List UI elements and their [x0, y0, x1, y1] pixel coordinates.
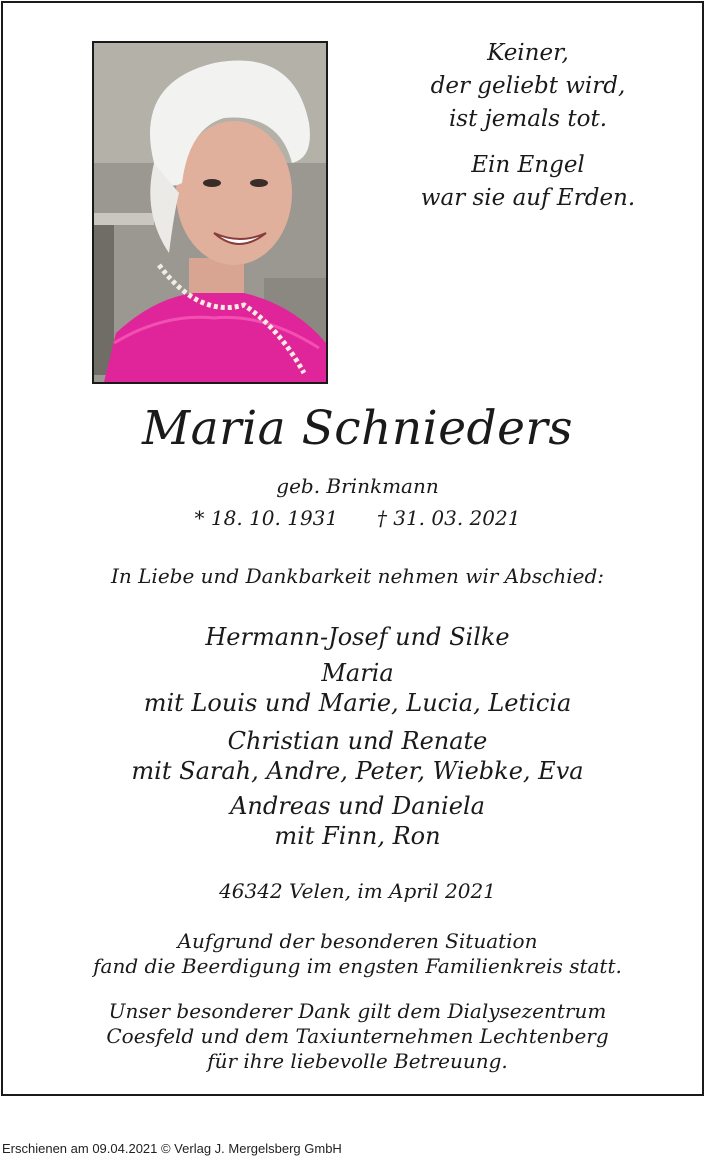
- quote-line: der geliebt wird,: [430, 73, 626, 99]
- quote-verse-1: [383, 37, 673, 136]
- quote-line: war sie auf Erden.: [420, 185, 636, 211]
- farewell-text: In Liebe und Dankbarkeit nehmen wir Abschied:: [111, 564, 604, 588]
- notice-line: Aufgrund der besonderen Situation: [177, 929, 538, 953]
- deceased-name: Maria Schnieders: [142, 401, 573, 456]
- family-group: [3, 658, 709, 718]
- family-group: [3, 791, 709, 851]
- quote-line: Ein Engel: [471, 152, 585, 178]
- publication-footer: Erschienen am 09.04.2021 © Verlag J. Mergelsberg GmbH: [2, 1141, 342, 1156]
- quote-line: Keiner,: [487, 40, 569, 66]
- death-date: † 31. 03. 2021: [376, 506, 521, 530]
- family-group: [3, 726, 709, 786]
- obituary-frame: [1, 1, 704, 1096]
- family-line: Hermann-Josef und Silke: [205, 623, 510, 651]
- family-line: mit Louis und Marie, Lucia, Leticia: [143, 689, 572, 717]
- funeral-notice: [3, 929, 709, 979]
- family-line: mit Finn, Ron: [274, 822, 441, 850]
- maiden-name: geb. Brinkmann: [276, 474, 439, 498]
- family-line: Maria: [321, 659, 394, 687]
- quote-verse-2: [383, 149, 673, 215]
- thanks-line: für ihre liebevolle Betreuung.: [207, 1049, 508, 1073]
- family-line: Christian und Renate: [227, 727, 488, 755]
- quote-line: ist jemals tot.: [448, 106, 608, 132]
- family-line: Andreas und Daniela: [230, 792, 485, 820]
- place-date: 46342 Velen, im April 2021: [219, 879, 496, 903]
- life-dates: [3, 506, 709, 531]
- thanks-text: [3, 999, 709, 1074]
- thanks-line: Coesfeld und dem Taxiunternehmen Lechtenberg: [106, 1024, 609, 1048]
- thanks-line: Unser besonderer Dank gilt dem Dialysezentrum: [108, 999, 607, 1023]
- notice-line: fand die Beerdigung im engsten Familienkreis statt.: [93, 954, 622, 978]
- birth-date: * 18. 10. 1931: [194, 506, 339, 530]
- portrait-photo: [92, 41, 328, 384]
- family-line: mit Sarah, Andre, Peter, Wiebke, Eva: [131, 757, 584, 785]
- family-group: [3, 622, 709, 652]
